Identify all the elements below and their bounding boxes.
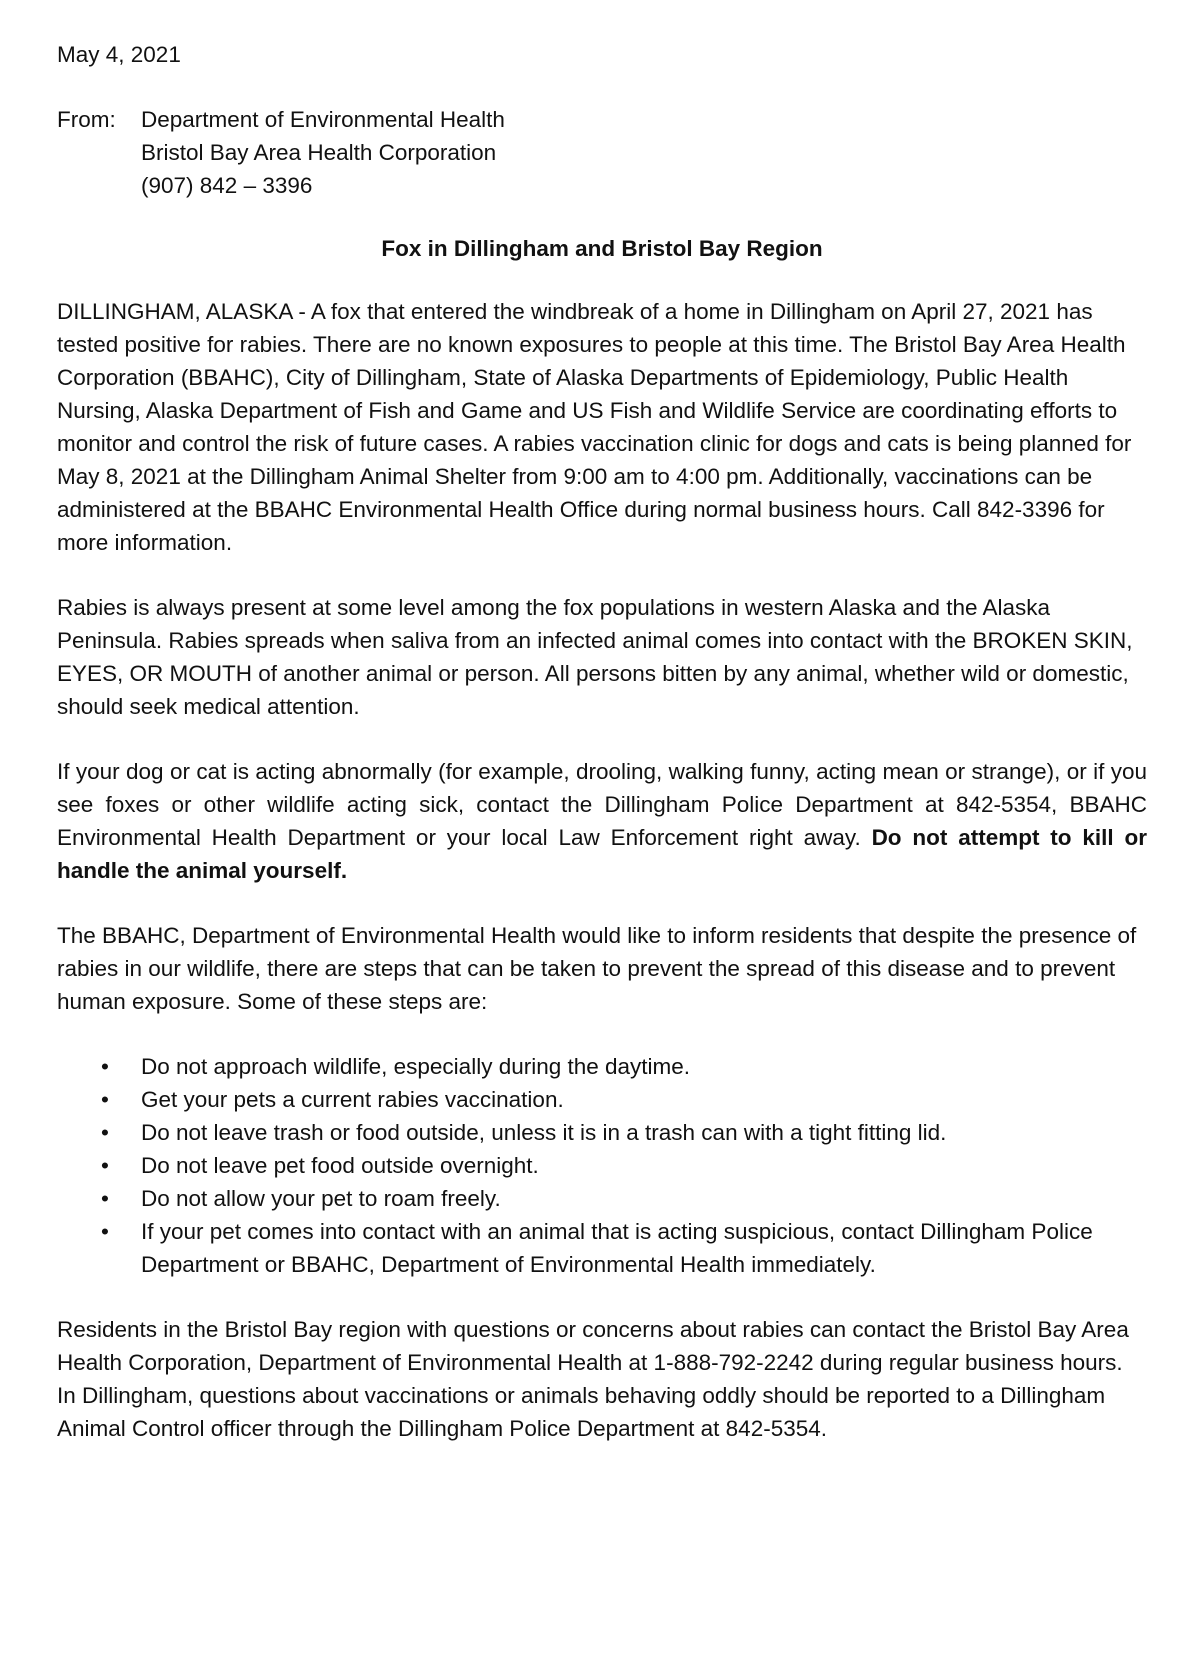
letter-title: Fox in Dillingham and Bristol Bay Region	[381, 236, 823, 261]
list-item-text: Do not leave trash or food outside, unless it is in a trash can with a tight fitting lid.	[141, 1120, 947, 1145]
from-lines	[141, 103, 505, 202]
paragraph-report-warning: Do not attempt to kill or handle the animal yourself.	[57, 825, 1147, 883]
from-department: Department of Environmental Health	[141, 107, 505, 132]
paragraph-contact-info: Residents in the Bristol Bay region with questions or concerns about rabies can contact the Bristol Bay Area Health Corporation, Department of Environmental Health at 1-888-792-2242 during regular business hours. In Dillingham, questions about vaccinations or animals behaving oddly should be reported to a Dillingham Animal Control officer through the Dillingham Police Department at 842-5354.	[57, 1317, 1129, 1441]
from-block	[57, 103, 1147, 202]
list-item	[57, 1083, 1147, 1116]
list-item-text: Do not leave pet food outside overnight.	[141, 1153, 539, 1178]
from-phone: (907) 842 – 3396	[141, 173, 313, 198]
paragraph-announcement: DILLINGHAM, ALASKA - A fox that entered the windbreak of a home in Dillingham on April 27, 2021 has tested positive for rabies. There are no known exposures to people at this time. The Bristol Bay Area Health Corporation (BBAHC), City of Dillingham, State of Alaska Departments of Epidemiology, Public Health Nursing, Alaska Department of Fish and Game and US Fish and Wildlife Service are coordinating efforts to monitor and control the risk of future cases. A rabies vaccination clinic for dogs and cats is being planned for May 8, 2021 at the Dillingham Animal Shelter from 9:00 am to 4:00 pm. Additionally, vaccinations can be administered at the BBAHC Environmental Health Office during normal business hours. Call 842-3396 for more information.	[57, 299, 1132, 555]
letter-page	[57, 30, 1147, 1445]
bullet-icon: •	[101, 1219, 109, 1244]
paragraph-report-text: If your dog or cat is acting abnormally (for example, drooling, walking funny, acting mean or strange), or if you see foxes or other wildlife acting sick, contact the Dillingham Police Department at 842-5354, BBAHC Environmental Health Department or your local Law Enforcement right away.	[57, 759, 1147, 850]
list-item-text: If your pet comes into contact with an animal that is acting suspicious, contact Dillingham Police Department or BBAHC, Department of Environmental Health immediately.	[141, 1219, 1093, 1277]
bullet-icon: •	[101, 1153, 109, 1178]
paragraph-rabies-info: Rabies is always present at some level among the fox populations in western Alaska and the Alaska Peninsula. Rabies spreads when saliva from an infected animal comes into contact with the BROKEN SKIN, EYES, OR MOUTH of another animal or person. All persons bitten by any animal, whether wild or domestic, should seek medical attention.	[57, 595, 1133, 719]
bullet-icon: •	[101, 1186, 109, 1211]
bullet-icon: •	[101, 1087, 109, 1112]
list-item-text: Do not allow your pet to roam freely.	[141, 1186, 501, 1211]
list-item	[57, 1182, 1147, 1215]
list-item	[57, 1149, 1147, 1182]
list-item-text: Do not approach wildlife, especially during the daytime.	[141, 1054, 691, 1079]
paragraph-report-sick-animals	[57, 755, 1147, 887]
bullet-icon: •	[101, 1054, 109, 1079]
from-label: From:	[57, 107, 116, 132]
list-item	[57, 1215, 1147, 1281]
from-organization: Bristol Bay Area Health Corporation	[141, 140, 497, 165]
list-item	[57, 1050, 1147, 1083]
prevention-steps-list	[57, 1050, 1147, 1281]
bullet-icon: •	[101, 1120, 109, 1145]
paragraph-prevention-intro: The BBAHC, Department of Environmental Health would like to inform residents that despite the presence of rabies in our wildlife, there are steps that can be taken to prevent the spread of this disease and to prevent human exposure. Some of these steps are:	[57, 923, 1137, 1014]
list-item	[57, 1116, 1147, 1149]
letter-date: May 4, 2021	[57, 42, 181, 67]
list-item-text: Get your pets a current rabies vaccination.	[141, 1087, 564, 1112]
